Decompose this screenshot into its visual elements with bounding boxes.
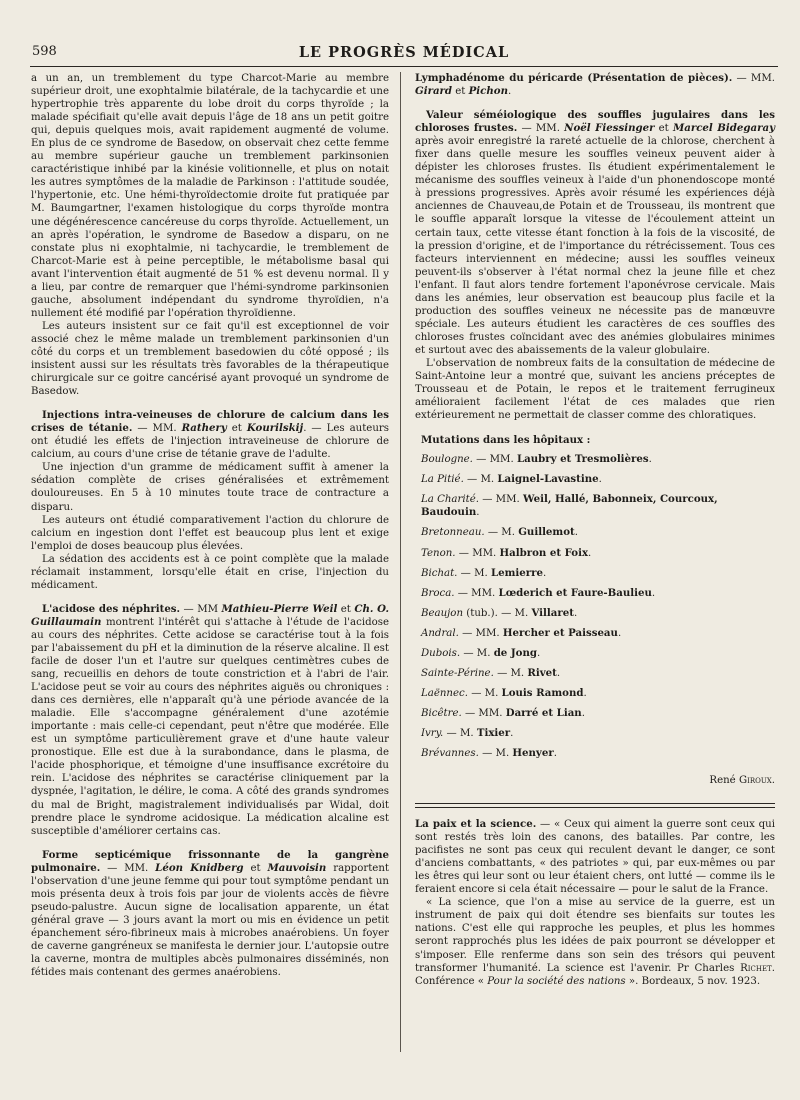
- mutation-item: [421, 547, 775, 560]
- hospital-name: Bicêtre.: [421, 707, 462, 719]
- hospital-name: Broca.: [421, 587, 455, 599]
- author-name: Kourilskij: [246, 422, 304, 435]
- article-paix: [415, 818, 775, 896]
- hospital-name: Sainte-Périne.: [421, 667, 494, 679]
- article-body: — « Ceux qui aiment la guerre sont ceux qui sont restés très loin des canons, des batailles. Par contre, les pacifistes ne sont pas ceux qui reculent devant le danger, ce sont d'anciens combattants, « des patriotes » qui, par eux-mêmes ou par les êtres qui leur sont ou leur étaient chers, ont lutté — comme ils le feraient encore si cela était nécessaire — pour le salut de la France.: [415, 819, 775, 896]
- author-name: Léon Knidberg: [155, 861, 244, 874]
- article-title: Injections intra-veineuses de chlorure de calcium dans les crises de tétanie.: [31, 409, 389, 435]
- mutation-separator: — M.: [443, 727, 477, 739]
- signature-first: René: [709, 775, 739, 787]
- mutation-item: [421, 687, 775, 700]
- mutation-separator: — M.: [460, 647, 494, 659]
- mutation-separator: — M.: [484, 527, 519, 539]
- mutation-separator: — M.: [457, 567, 491, 579]
- hospital-name: La Charité.: [421, 494, 479, 506]
- mutation-item: [421, 727, 775, 740]
- mutation-item: [421, 707, 775, 720]
- punctuation: .: [553, 747, 557, 759]
- punctuation: .: [507, 86, 512, 98]
- mutation-separator: — M.: [493, 667, 528, 679]
- article-lymphadenome: [415, 72, 775, 98]
- punctuation: .: [651, 587, 656, 599]
- physician-names: de Jong: [493, 646, 537, 659]
- physician-names: Villaret: [531, 606, 574, 619]
- hospital-name: Ivry.: [421, 727, 444, 739]
- conjunction: et: [337, 603, 355, 615]
- author-name: Mauvoisin: [267, 861, 327, 874]
- physician-names: Rivet: [527, 666, 557, 679]
- quote-text: . Conférence «: [415, 962, 775, 987]
- paragraph: a un an, un tremblement du type Charcot-Marie au membre supérieur droit, une exophtalmie bilatérale, de la tachycardie et une hypertrophie très apparente du lobe droit du corps thyroïde ; la malade spécifiait qu'elle avait depuis l'âge de 18 ans un petit goitre qui, depuis quelques mois, avait rapidement augmenté de volume. En plus de ce syndrome de Basedow, on observait chez cette femme au membre supérieur gauche un tremblement parkinsonien caractéristique inhibé par la kinésie volitionnelle, et plus on notait les autres symptômes de la maladie de Parkinson : l'attitude soudée, l'hypertonie, etc. Une hémi-thyroïdectomie droite fut pratiquée par M. Baumgartner, l'examen histologique du corps thyroïde montra une dégénérescence cancéreuse du corps thyroïde. Actuellement, un an après l'opération, le syndrome de Basedow a disparu, on ne constate plus ni exophtalmie, ni tachycardie, le tremblement de Charcot-Marie est à peine perceptible, le métabolisme basal qui avant l'intervention était augmenté de 51 % est devenu normal. Il y a lieu, par contre de remarquer que l'hémi-syndrome parkinsonien gauche, absolument indépendant du syndrome thyroïdien, n'a nullement été modifié par l'opération thyroïdienne.: [31, 73, 389, 319]
- mutations-title: Mutations dans les hôpitaux :: [421, 434, 591, 447]
- mutation-item: [421, 493, 775, 519]
- mutation-item: [421, 526, 775, 539]
- physician-names: Halbron et Foix: [499, 546, 589, 559]
- authors-prefix: — MM: [180, 603, 222, 615]
- punctuation: .: [536, 647, 541, 659]
- author-name: Noël Fiessinger: [564, 122, 655, 135]
- punctuation: .: [617, 627, 622, 639]
- punctuation: .: [476, 507, 480, 519]
- mutation-item: [421, 567, 775, 580]
- mutation-separator: — M.: [467, 687, 502, 699]
- article-body: . — Les auteurs ont étudié les effets de l'injection intraveineuse de chlorure de calcium, au cours d'une crise de tétanie grave de l'adulte.: [31, 423, 389, 461]
- conjunction: et: [654, 123, 673, 135]
- physician-names: Laignel-Lavastine: [497, 473, 599, 486]
- mutation-separator: — MM.: [472, 454, 517, 466]
- mutation-separator: — MM.: [458, 627, 503, 639]
- physician-names: Tixier: [476, 726, 511, 739]
- mutation-item: [421, 587, 775, 600]
- mutation-separator: — MM.: [455, 547, 500, 559]
- punctuation: .: [583, 687, 587, 699]
- paragraph: Les auteurs ont étudié comparativement l'action du chlorure de calcium en ingestion dont l'effet est beaucoup plus lent et exige l'emploi de doses beaucoup plus élevées.: [31, 514, 389, 552]
- authors-prefix: — MM.: [100, 862, 156, 874]
- physician-names: Henyer: [512, 746, 554, 759]
- hospital-name: Bichat.: [421, 567, 458, 579]
- conjunction: et: [226, 423, 247, 435]
- conference-title: Pour la société des nations: [487, 975, 626, 987]
- hospital-name: Tenon.: [421, 547, 456, 559]
- conjunction: et: [243, 862, 268, 874]
- page-number: 598: [32, 44, 57, 59]
- physician-names: Laubry et Tresmolières: [516, 453, 649, 466]
- mutation-separator: — MM.: [461, 707, 506, 719]
- article-title: La paix et la science.: [415, 818, 537, 831]
- mutation-separator: — MM.: [479, 494, 524, 506]
- punctuation: .: [510, 727, 514, 739]
- article-body: après avoir enregistré la rareté actuelle de la chlorose, cherchent à fixer dans quelle mesure les souffles veineux peuvent aider à dépister les chloroses frustes. Ils étudient expérimentalement le mécanisme des souffles veineux à l'aide d'un phonendoscope monté à pressions progressives. Après avoir résumé les expériences déjà anciennes de Chauveau,de Potain et de Trousseau, ils montrent que le souffle apparaît lorsque la vitesse de l'écoulement atteint un certain taux, cette vitesse étant fonction à la fois de la viscosité, de la pression d'origine, et de l'importance du rétrécissement. Tous ces facteurs interviennent en médecine; aussi les souffles veineux peuvent-ils s'observer à l'état normal chez la jeune fille et chez l'enfant. Il faut alors tendre fortement l'aponévrose cervicale. Mais dans les anémies, leur observation est beaucoup plus facile et la production des souffles veineux ne nécessite pas de manœuvre spéciale. Les auteurs étudient les caractères de ces souffles des chloroses frustes coïncidant avec des anémies globulaires minimes et surtout avec des abaissements de la valeur globulaire.: [415, 136, 775, 356]
- author-name: Pichon: [468, 85, 508, 98]
- quote-text: ». Bordeaux, 5 nov. 1923.: [625, 975, 761, 987]
- quote-text: « La science, que l'on a mise au service de la guerre, est un instrument de paix qui doit étendre ses bienfaits sur toutes les nations. C'est elle qui rapproche les peuples, et plus les hommes seront rapprochés plus les idées de paix pourront se développer et s'imposer. Elle renferme dans son sein des trésors qui peuvent transformer l'humanité. La science est l'avenir. Pr Charles: [415, 897, 775, 974]
- column-divider: [400, 72, 401, 1052]
- physician-names: Lœderich et Faure-Baulieu: [498, 586, 652, 599]
- mutations-list: [415, 453, 775, 760]
- header-rule: [30, 66, 778, 67]
- authors-prefix: — MM.: [517, 123, 565, 135]
- punctuation: .: [574, 527, 578, 539]
- article-title: Valeur séméiologique des souffles jugulaires dans les chloroses frustes.: [415, 109, 775, 135]
- hospital-name: Laënnec.: [421, 687, 468, 699]
- author-name: Ch. O. Guillaumain: [31, 602, 390, 628]
- section-rule: [415, 803, 775, 808]
- article-title: Forme septicémique frissonnante de la gangrène pulmonaire.: [31, 848, 389, 874]
- article-body: rapportent l'observation d'une jeune femme qui pour tout symptôme pendant un mois présenta deux à trois fois par jour de violents accès de fièvre pseudo-palustre. Aucun signe de localisation apparente, un état général grave — 3 jours avant la mort ou mis en évidence un petit épanchement séro-fibrineux mais à microbes anaérobiens. Un foyer de caverne gangréneux se manifesta le dernier jour. L'autopsie outre la caverne, montra de multiples abcès pulmonaires disséminés, non fétides mais contenant des germes anaérobiens.: [31, 862, 389, 979]
- author-name: Girard: [415, 85, 453, 98]
- punctuation: .: [573, 607, 578, 619]
- mutation-item: [421, 473, 775, 486]
- punctuation: .: [581, 707, 585, 719]
- mutation-item: [421, 747, 775, 760]
- article-title: L'acidose des néphrites.: [42, 602, 181, 615]
- hospital-name: Dubois.: [421, 647, 461, 659]
- hospital-name: Beaujon: [421, 607, 464, 619]
- hospital-name: Andral.: [421, 627, 459, 639]
- paragraph: Une injection d'un gramme de médicament suffit à amener la sédation complète de crises généralisées et extrêmement douloureuses. En 5 à 10 minutes toute trace de contracture a disparu.: [31, 462, 389, 513]
- mutation-separator: — M.: [478, 747, 513, 759]
- punctuation: .: [598, 474, 602, 486]
- hospital-name: Brévannes.: [421, 747, 479, 759]
- punctuation: .: [588, 547, 592, 559]
- mutation-separator: — M.: [463, 474, 498, 486]
- article-body: montrent l'intérêt qui s'attache à l'étude de l'acidose au cours des néphrites. Cette acidose se caractérise tout à la fois par l'abaissement du pH et la diminution de la réserve alcaline. Il est facile de doser l'un et l'autre sur quelques centimètres cubes de sang, recueillis en dehors de toute constriction et à l'abri de l'air. L'acidose peut se voir au cours des néphrites aiguës ou chroniques : dans ces dernières, elle n'apparaît qu'à une période avancée de la maladie. Elle s'accompagne généralement d'une azotémie importante : mais celle-ci cependant, peut n'être que modérée. Elle est un symptôme particulièrement grave et d'une haute valeur pronostique. Elle est due à la surabondance, dans le plasma, de l'acide phosphorique, et témoigne d'une insuffisance excrétoire du rein. L'acidose des néphrites se caractérise cliniquement par la dyspnée, l'agitation, le délire, le coma. A côté des grands syndromes du mal de Bright, magistralement individualisés par Widal, doit prendre place le syndrome acidosique. La médication alcaline est susceptible d'améliorer certains cas.: [31, 616, 389, 837]
- physician-names: Lemierre: [491, 566, 543, 579]
- physician-names: Hercher et Paisseau: [502, 626, 618, 639]
- physician-names: Darré et Lian: [505, 706, 582, 719]
- mutation-item: [421, 627, 775, 640]
- right-column: [415, 72, 775, 988]
- mutation-item: [421, 647, 775, 660]
- mutation-separator: — MM.: [454, 587, 499, 599]
- hospital-name: Boulogne.: [421, 454, 473, 466]
- physician-names: Louis Ramond: [501, 686, 584, 699]
- punctuation: .: [648, 454, 652, 466]
- physician-names: Weil, Hallé, Babonneix, Courcoux, Baudouin: [421, 493, 718, 519]
- conjunction: et: [452, 86, 469, 98]
- article-gangrene: [31, 849, 389, 979]
- paragraph: Les auteurs insistent sur ce fait qu'il est exceptionnel de voir associé chez le même malade un tremblement parkinsonien d'un côté du corps et un tremblement basedowien du côté opposé ; ils insistent aussi sur les résultats très favorables de la thérapeutique chirurgicale sur ce goitre cancérisé ayant provoqué un syndrome de Basedow.: [31, 320, 389, 398]
- article-title: Lymphadénome du péricarde (Présentation de pièces).: [415, 72, 733, 84]
- mutation-separator: (tub.). — M.: [463, 607, 532, 619]
- article-souffles: [415, 109, 775, 357]
- punctuation: .: [543, 567, 547, 579]
- punctuation: .: [556, 667, 561, 679]
- hospital-name: Bretonneau.: [421, 527, 485, 539]
- punctuation: .: [771, 775, 775, 787]
- article-calcium: [31, 409, 389, 461]
- hospital-name: La Pitié.: [421, 474, 464, 486]
- journal-title: LE PROGRÈS MÉDICAL: [298, 44, 510, 61]
- author-name: Marcel Bidegaray: [672, 122, 775, 135]
- paragraph: L'observation de nombreux faits de la consultation de médecine de Saint-Antoine leur a montré que, suivant les anciens préceptes de Trousseau et de Potain, le repos et le traitement ferrugineux amélioraient facilement l'état de ces malades que rien extérieurement ne permettait de classer comme des chloratiques.: [415, 357, 775, 422]
- article-acidose: [31, 603, 389, 838]
- mutation-item: [421, 453, 775, 466]
- page-header: [30, 44, 778, 64]
- authors-prefix: — MM.: [732, 73, 776, 84]
- paragraph: La sédation des accidents est à ce point complète que la malade réclamait instamment, lorsqu'elle était en crise, l'injection du médicament.: [31, 553, 389, 591]
- left-column: [31, 72, 389, 979]
- mutation-item: [421, 667, 775, 680]
- mutation-item: [421, 607, 775, 620]
- physician-names: Guillemot: [518, 526, 575, 539]
- signature-last: Giroux: [738, 775, 772, 787]
- paragraph-quote: [415, 896, 775, 987]
- signature: [415, 774, 775, 787]
- quote-author: Richet: [740, 962, 772, 974]
- author-name: Mathieu-Pierre Weil: [221, 602, 338, 615]
- author-name: Rathery: [181, 422, 227, 435]
- authors-prefix: — MM.: [132, 423, 182, 435]
